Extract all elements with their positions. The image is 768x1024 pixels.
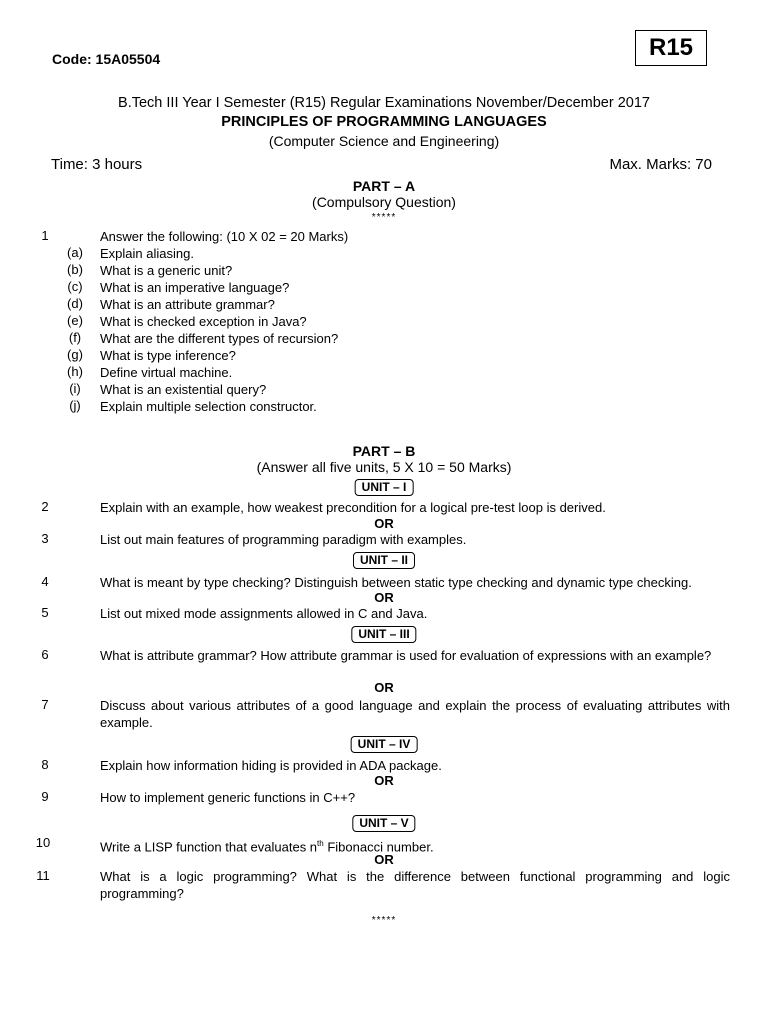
- exam-time: Time: 3 hours: [51, 156, 143, 173]
- sub-question-label: (i): [69, 381, 81, 396]
- question-number: 4: [41, 574, 49, 589]
- sub-question-text: What is type inference?: [100, 348, 236, 363]
- superscript: th: [317, 839, 324, 848]
- max-marks: Max. Marks: 70: [609, 156, 712, 173]
- sub-question-label: (j): [69, 398, 81, 413]
- part-a-subtitle: (Compulsory Question): [312, 194, 456, 210]
- part-a-instruction: Answer the following: (10 X 02 = 20 Marks): [100, 229, 349, 244]
- question-number: 5: [41, 605, 49, 620]
- question-text: Explain with an example, how weakest precondition for a logical pre-test loop is derived.: [100, 500, 606, 515]
- question-text: What is attribute grammar? How attribute grammar is used for evaluation of expressions with an example?: [100, 648, 712, 663]
- sub-question-label: (a): [67, 245, 83, 260]
- exam-title: B.Tech III Year I Semester (R15) Regular Examinations November/December 2017: [118, 95, 650, 111]
- question-text: What is a logic programming? What is the difference between functional programming and logic programming?: [100, 869, 730, 901]
- question-number: 2: [41, 499, 49, 514]
- question-number: 1: [41, 228, 49, 243]
- branch-name: (Computer Science and Engineering): [268, 133, 500, 149]
- question-text-part: Fibonacci number.: [323, 839, 434, 855]
- sub-question-text: What are the different types of recursion?: [100, 331, 339, 346]
- question-text: Explain how information hiding is provided in ADA package.: [100, 758, 442, 773]
- end-stars: *****: [371, 915, 397, 926]
- sub-question-label: (c): [67, 279, 83, 294]
- regulation-badge: R15: [635, 30, 707, 66]
- or-separator: OR: [374, 516, 394, 531]
- unit-label: UNIT – I: [355, 479, 414, 496]
- sub-question-text: Explain aliasing.: [100, 246, 194, 261]
- sub-question-text: Define virtual machine.: [100, 365, 233, 380]
- part-b-subtitle: (Answer all five units, 5 X 10 = 50 Marks): [256, 459, 512, 475]
- unit-label: UNIT – V: [352, 815, 415, 832]
- question-text: How to implement generic functions in C++?: [100, 790, 356, 805]
- question-text: What is meant by type checking? Distinguish between static type checking and dynamic type checking.: [100, 575, 692, 590]
- sub-question-text: What is an attribute grammar?: [100, 297, 275, 312]
- unit-label: UNIT – IV: [351, 736, 418, 753]
- or-separator: OR: [374, 590, 394, 605]
- question-text: List out mixed mode assignments allowed in C and Java.: [100, 606, 428, 621]
- sub-question-label: (e): [67, 313, 83, 328]
- question-number: 8: [41, 757, 49, 772]
- subject-title: PRINCIPLES OF PROGRAMMING LANGUAGES: [221, 114, 547, 130]
- or-separator: OR: [374, 852, 394, 867]
- question-number: 9: [41, 789, 49, 804]
- sub-question-text: What is a generic unit?: [100, 263, 233, 278]
- question-number: 7: [41, 697, 49, 712]
- sub-question-text: What is an imperative language?: [100, 280, 290, 295]
- sub-question-label: (g): [67, 347, 83, 362]
- question-number: 3: [41, 531, 49, 546]
- sub-question-text: What is an existential query?: [100, 382, 267, 397]
- sub-question-label: (h): [67, 364, 83, 379]
- question-text-part: Write a LISP function that evaluates n: [100, 839, 318, 855]
- question-text: Discuss about various attributes of a good language and explain the process of evaluating attributes with example.: [100, 698, 730, 730]
- unit-label: UNIT – III: [351, 626, 416, 643]
- question-number: 11: [36, 868, 50, 883]
- or-separator: OR: [374, 680, 394, 695]
- unit-label: UNIT – II: [353, 552, 415, 569]
- sub-question-label: (b): [67, 262, 83, 277]
- sub-question-text: What is checked exception in Java?: [100, 314, 307, 329]
- question-number: 10: [35, 835, 51, 850]
- sub-question-label: (f): [68, 330, 82, 345]
- question-number: 6: [41, 647, 49, 662]
- part-b-title: PART – B: [352, 443, 416, 459]
- part-a-title: PART – A: [352, 178, 416, 194]
- subject-code: Code: 15A05504: [52, 51, 161, 67]
- or-separator: OR: [374, 773, 394, 788]
- sub-question-text: Explain multiple selection constructor.: [100, 399, 317, 414]
- question-text: List out main features of programming paradigm with examples.: [100, 532, 467, 547]
- part-a-stars: *****: [371, 212, 397, 223]
- sub-question-label: (d): [67, 296, 83, 311]
